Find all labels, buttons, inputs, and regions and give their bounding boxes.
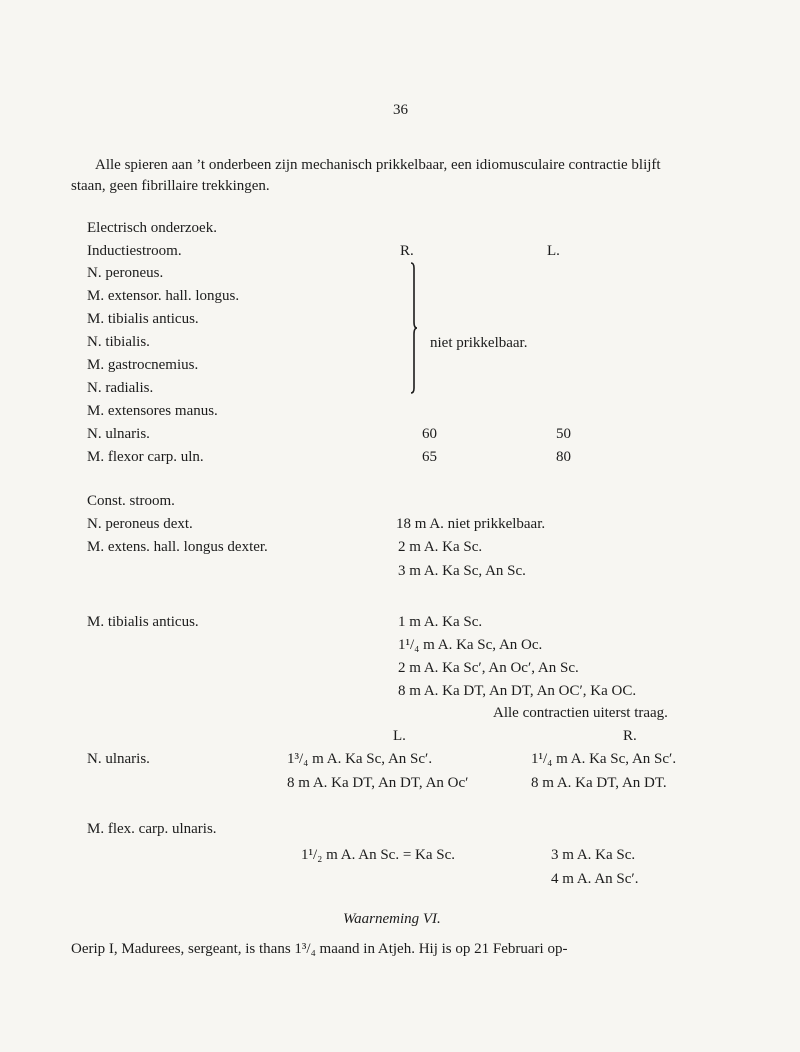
- subheading-inductiestroom: Inductiestroom.: [87, 243, 182, 259]
- brace-label: niet prikkelbaar.: [430, 335, 528, 351]
- column-header-r: R.: [623, 728, 637, 744]
- case-text: Oerip I, Madurees, sergeant, is thans 1³/₄ maand in Atjeh. Hij is op 21 Februari op-: [71, 941, 568, 957]
- intro-line-1: Alle spieren aan ’t onderbeen zijn mechanisch prikkelbaar, een idiomusculaire contractie blijft: [95, 157, 661, 173]
- measurement-left: 8 m A. Ka DT, An DT, An Oc′: [287, 775, 469, 791]
- measurement-right: 8 m A. Ka DT, An DT.: [531, 775, 667, 791]
- row-name: N. ulnaris.: [87, 426, 150, 442]
- column-header-l: L.: [393, 728, 406, 744]
- measurement-line: 3 m A. Ka Sc, An Sc.: [398, 563, 526, 579]
- intro-line-2: staan, geen fibrillaire trekkingen.: [71, 178, 270, 194]
- measurement-line: 2 m A. Ka Sc.: [398, 539, 483, 555]
- page-number: 36: [393, 102, 408, 118]
- measurement-note: Alle contractien uiterst traag.: [493, 705, 668, 721]
- column-header-r: R.: [400, 243, 414, 259]
- case-heading: Waarneming VI.: [343, 911, 441, 927]
- measurement-right: 3 m A. Ka Sc.: [551, 847, 636, 863]
- measurement-left: 1³/₄ m A. Ka Sc, An Sc′.: [287, 751, 433, 767]
- row-name: N. radialis.: [87, 380, 154, 396]
- measurement-line: 18 m A. niet prikkelbaar.: [396, 516, 546, 532]
- measurement-right: 4 m A. An Sc′.: [551, 871, 639, 887]
- row-name: N. tibialis.: [87, 334, 150, 350]
- row-name: M. extensor. hall. longus.: [87, 288, 240, 304]
- row-name: M. tibialis anticus.: [87, 311, 199, 327]
- value-l: 50: [556, 426, 571, 442]
- section-heading-const: Const. stroom.: [87, 493, 175, 509]
- measurement-left: 1¹/₂ m A. An Sc. = Ka Sc.: [301, 847, 456, 863]
- column-header-l: L.: [547, 243, 560, 259]
- row-name: M. gastrocnemius.: [87, 357, 199, 373]
- measurement-line: 8 m A. Ka DT, An DT, An OC′, Ka OC.: [398, 683, 637, 699]
- measurement-line: 1¹/₄ m A. Ka Sc, An Oc.: [398, 637, 543, 653]
- row-name: M. flexor carp. uln.: [87, 449, 204, 465]
- section-heading-electrisch: Electrisch onderzoek.: [87, 220, 217, 236]
- row-name: M. extensores manus.: [87, 403, 218, 419]
- muscle-name: N. ulnaris.: [87, 751, 150, 767]
- row-name: N. peroneus.: [87, 265, 164, 281]
- muscle-name: M. flex. carp. ulnaris.: [87, 821, 217, 837]
- value-r: 65: [422, 449, 437, 465]
- value-l: 80: [556, 449, 571, 465]
- muscle-name: N. peroneus dext.: [87, 516, 193, 532]
- curly-brace: [410, 262, 418, 394]
- muscle-name: M. extens. hall. longus dexter.: [87, 539, 268, 555]
- measurement-line: 1 m A. Ka Sc.: [398, 614, 483, 630]
- value-r: 60: [422, 426, 437, 442]
- measurement-right: 1¹/₄ m A. Ka Sc, An Sc′.: [531, 751, 677, 767]
- muscle-name: M. tibialis anticus.: [87, 614, 199, 630]
- measurement-line: 2 m A. Ka Sc′, An Oc′, An Sc.: [398, 660, 579, 676]
